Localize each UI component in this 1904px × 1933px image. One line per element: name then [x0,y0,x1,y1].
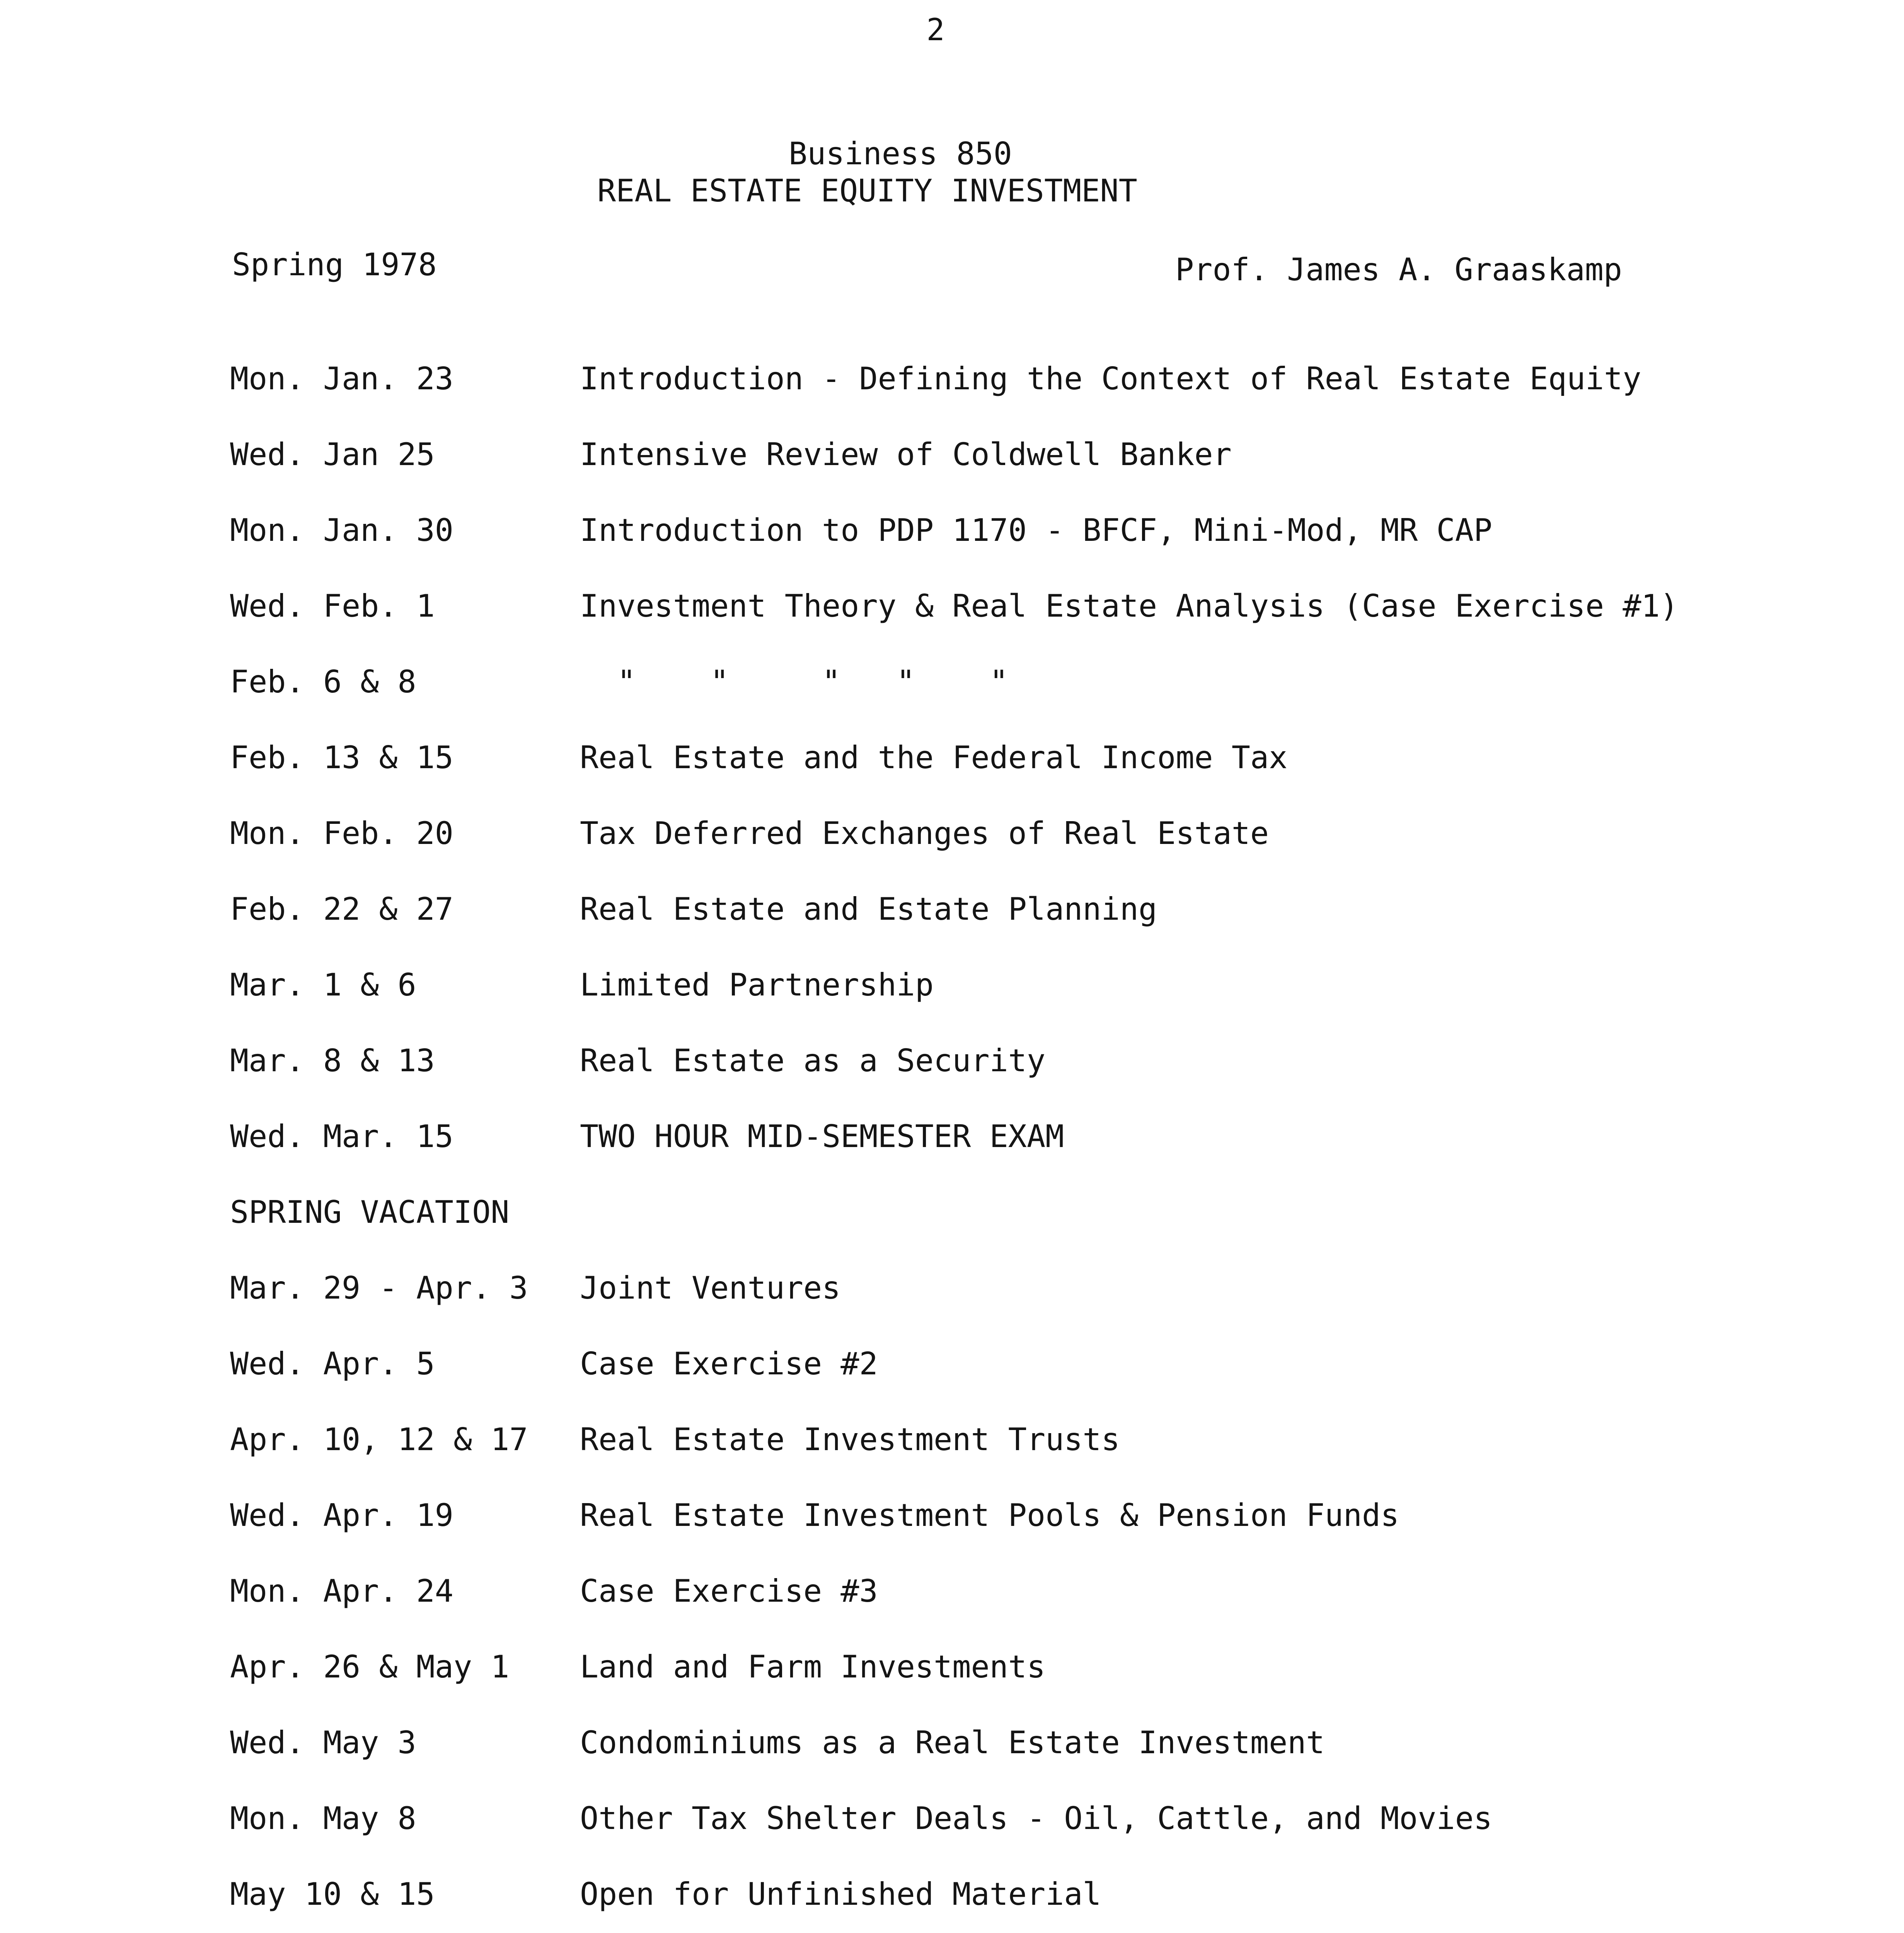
course-title: REAL ESTATE EQUITY INVESTMENT [597,173,1137,209]
schedule-row [230,1117,1776,1193]
schedule-date: Feb. 22 & 27 [230,891,453,927]
schedule-topic: Land and Farm Investments [580,1649,1046,1685]
schedule-row [230,890,1776,966]
schedule-row [230,663,1776,738]
schedule-date: Mon. Jan. 30 [230,512,453,548]
schedule-topic: Introduction - Defining the Context of Real Estate Equity [580,361,1641,397]
instructor: Prof. James A. Graaskamp [1175,252,1622,288]
schedule-date: Feb. 6 & 8 [230,664,416,700]
schedule-row [230,966,1776,1042]
schedule-date: Wed. Feb. 1 [230,588,435,624]
schedule-topic: Real Estate and the Federal Income Tax [580,740,1288,776]
ditto-marks: " " " " " [580,664,1008,700]
schedule-topic: Other Tax Shelter Deals - Oil, Cattle, and Movies [580,1800,1493,1836]
schedule-date: Mon. Feb. 20 [230,815,453,851]
schedule-topic: Introduction to PDP 1170 - BFCF, Mini-Mod, MR CAP [580,512,1493,548]
schedule-list [230,360,1776,1933]
schedule-row [230,738,1776,814]
schedule-date: Feb. 13 & 15 [230,740,453,776]
schedule-date: Mar. 1 & 6 [230,967,416,1003]
schedule-date: Wed. Apr. 5 [230,1346,435,1382]
schedule-date: Mon. May 8 [230,1800,416,1836]
schedule-row-vacation [230,1193,1776,1269]
schedule-row [230,435,1776,511]
course-number: Business 850 [789,136,1012,172]
schedule-topic: Limited Partnership [580,967,934,1003]
schedule-date: Apr. 26 & May 1 [230,1649,510,1685]
schedule-date: Mon. Jan. 23 [230,361,453,397]
schedule-topic: Real Estate as a Security [580,1043,1046,1079]
schedule-row [230,360,1776,435]
schedule-row [230,1042,1776,1117]
schedule-date: Mon. Apr. 24 [230,1573,453,1609]
schedule-topic: Investment Theory & Real Estate Analysis (Case Exercise #1) [580,588,1679,624]
schedule-topic: Intensive Review of Coldwell Banker [580,436,1232,472]
schedule-row [230,814,1776,890]
schedule-date: Mar. 29 - Apr. 3 [230,1270,528,1306]
schedule-date: Mar. 8 & 13 [230,1043,435,1079]
schedule-topic: Condominiums as a Real Estate Investment [580,1725,1325,1761]
schedule-row [230,1875,1776,1933]
schedule-topic: Case Exercise #2 [580,1346,878,1382]
schedule-topic: Tax Deferred Exchanges of Real Estate [580,815,1269,851]
schedule-topic: Real Estate Investment Trusts [580,1422,1120,1457]
schedule-row [230,1496,1776,1572]
vacation-label: SPRING VACATION [230,1194,510,1230]
schedule-date: Wed. Jan 25 [230,436,435,472]
schedule-topic: Real Estate and Estate Planning [580,891,1157,927]
schedule-date: Apr. 10, 12 & 17 [230,1422,528,1457]
schedule-row [230,1799,1776,1875]
schedule-row [230,587,1776,663]
schedule-row [230,1269,1776,1345]
page-number: 2 [926,13,945,48]
schedule-date: Wed. May 3 [230,1725,416,1761]
schedule-row [230,1420,1776,1496]
schedule-topic: Real Estate Investment Pools & Pension Funds [580,1497,1399,1533]
schedule-date: May 10 & 15 [230,1876,435,1912]
schedule-row [230,511,1776,587]
schedule-row [230,1572,1776,1648]
schedule-row [230,1648,1776,1723]
schedule-topic: Joint Ventures [580,1270,841,1306]
schedule-row [230,1345,1776,1420]
schedule-row [230,1723,1776,1799]
schedule-date: Wed. Mar. 15 [230,1118,453,1154]
schedule-topic: Case Exercise #3 [580,1573,878,1609]
term: Spring 1978 [232,247,437,283]
schedule-topic: TWO HOUR MID-SEMESTER EXAM [580,1118,1064,1154]
schedule-date: Wed. Apr. 19 [230,1497,453,1533]
schedule-topic: Open for Unfinished Material [580,1876,1101,1912]
